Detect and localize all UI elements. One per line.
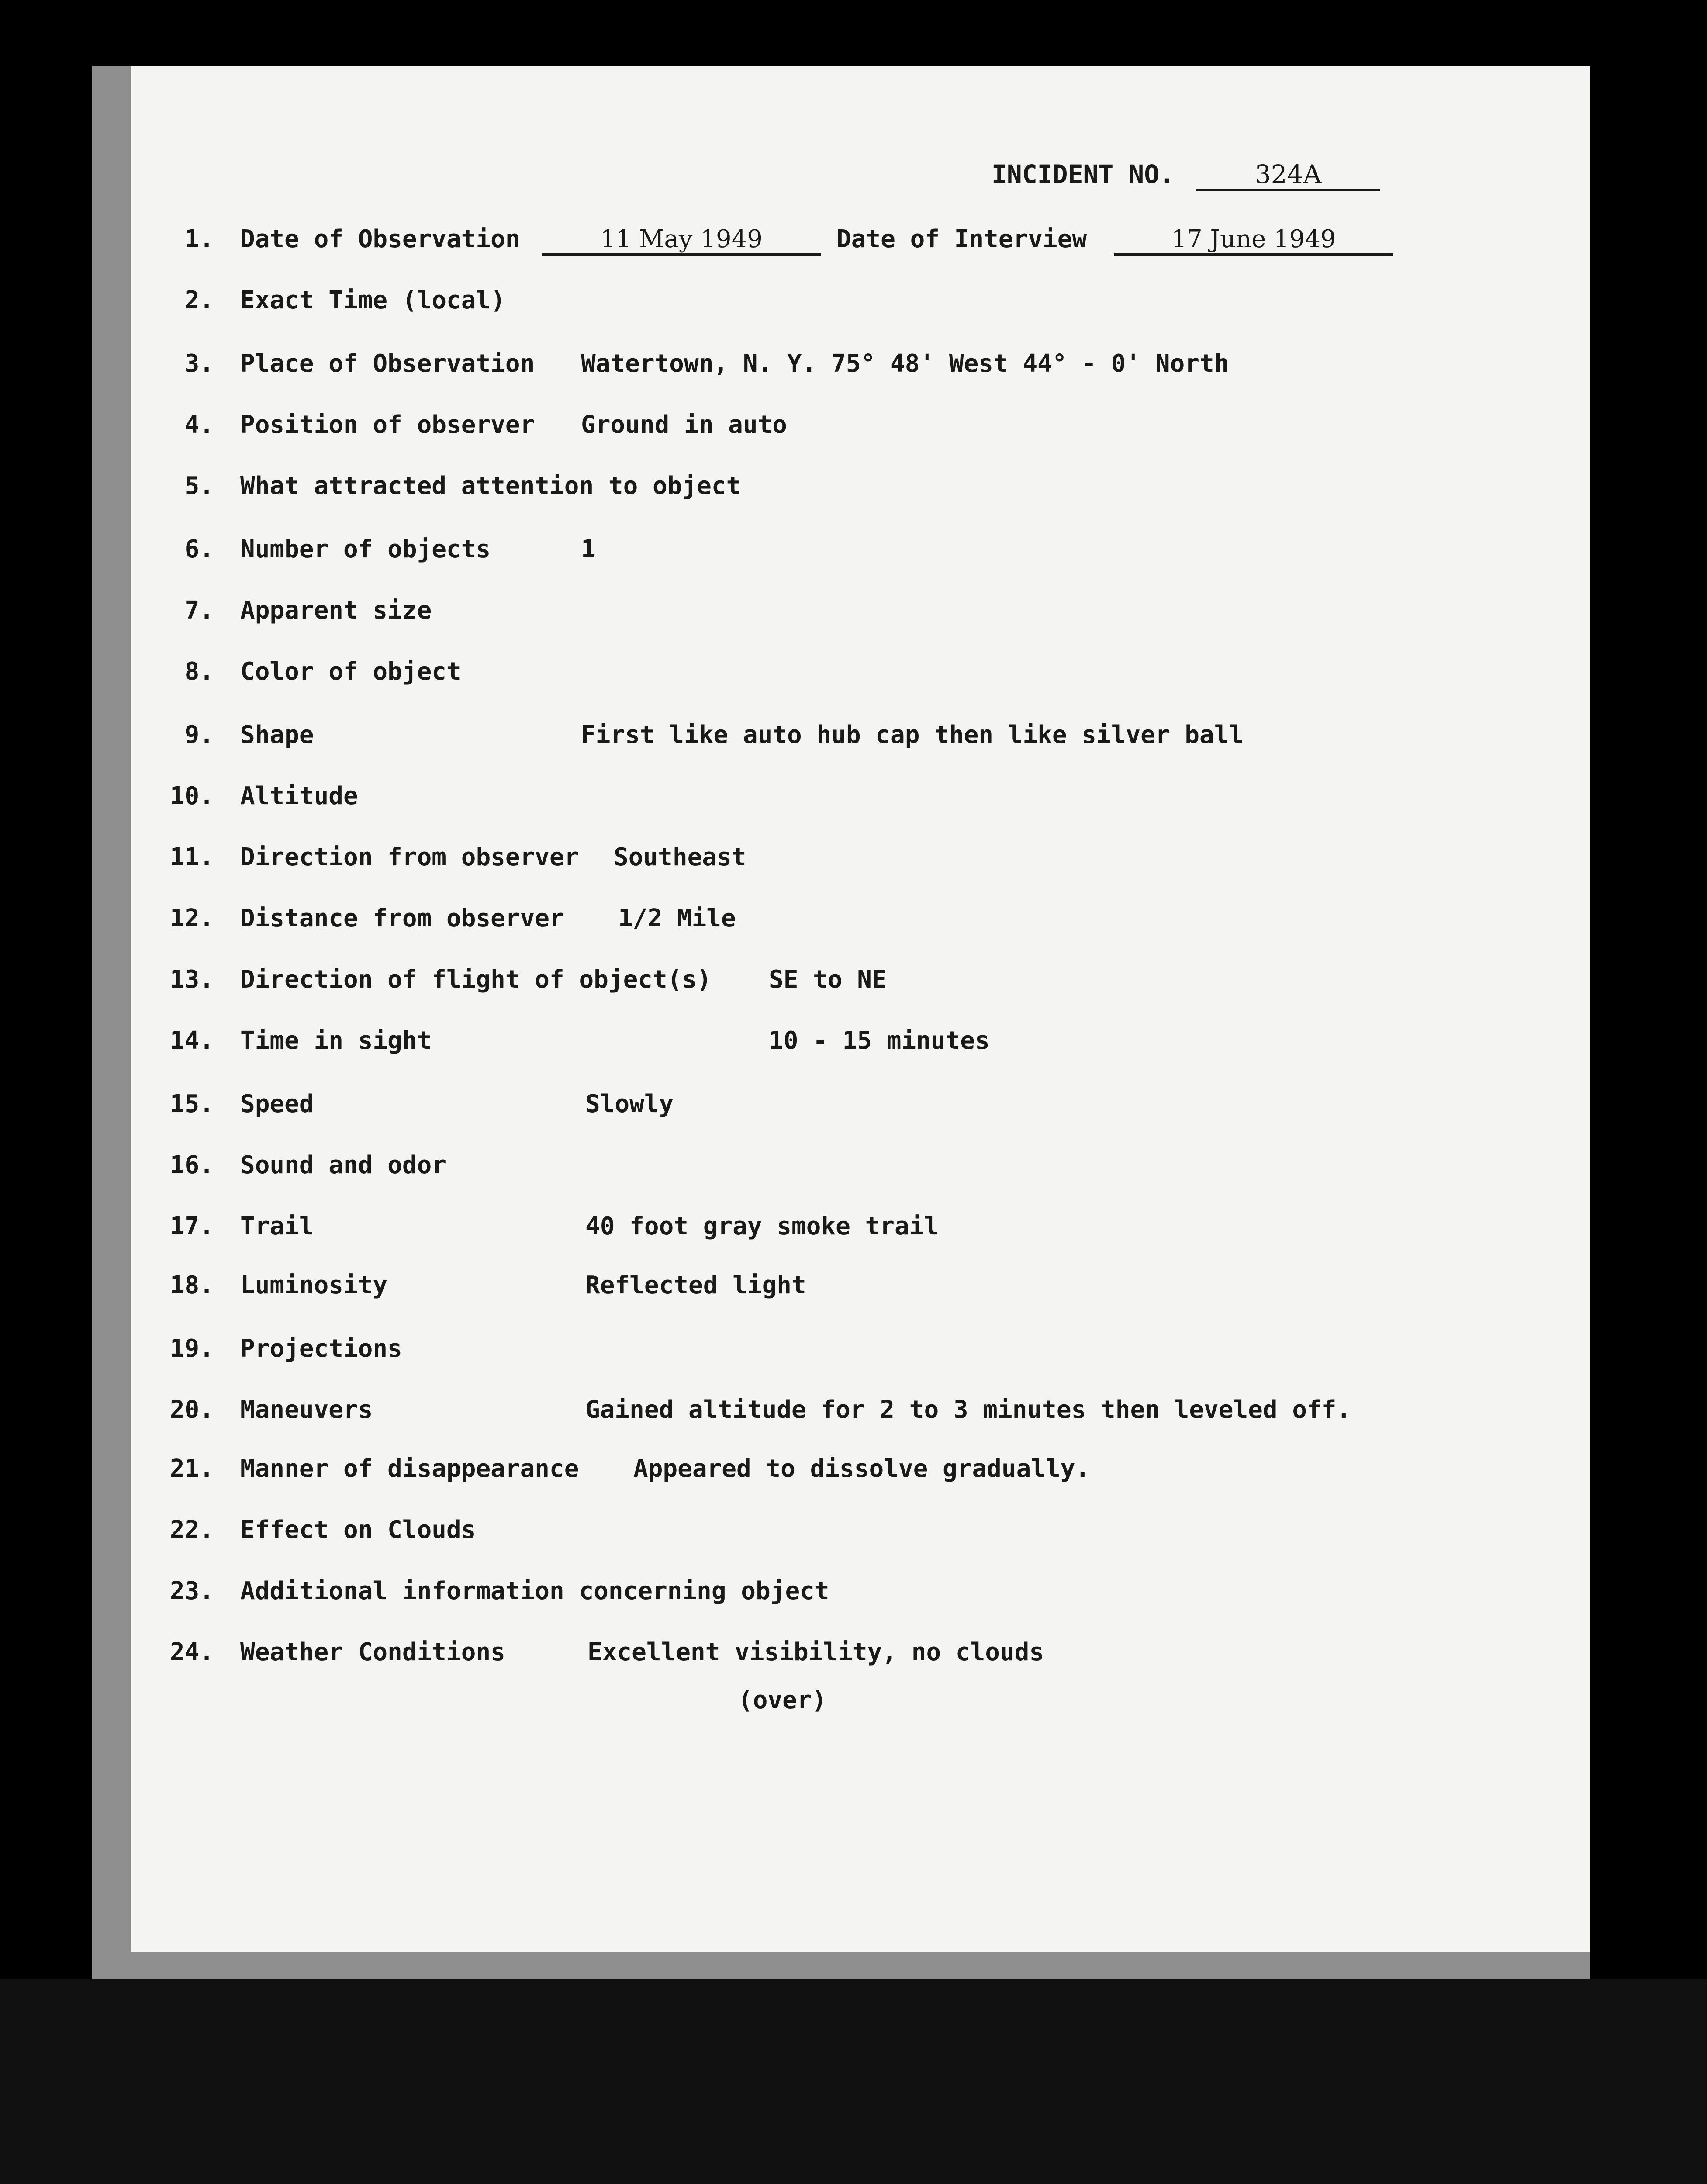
row-number: 1. (184, 225, 214, 253)
row-label: What attracted attention to object (240, 472, 741, 500)
row-number: 11. (169, 843, 214, 871)
row-number: 24. (169, 1638, 214, 1666)
row-label: Additional information concerning object (240, 1577, 829, 1605)
row-number: 9. (184, 721, 214, 749)
row-number: 16. (169, 1151, 214, 1179)
form-row (0, 1090, 1707, 1133)
interview-label: Date of Interview (836, 225, 1087, 253)
row-number: 12. (169, 904, 214, 933)
row-label: Trail (240, 1212, 314, 1241)
row-label: Place of Observation (240, 349, 535, 378)
row-number: 3. (184, 349, 214, 378)
row-number: 21. (169, 1455, 214, 1483)
row-number: 5. (184, 472, 214, 500)
row-value: SE to NE (769, 965, 887, 994)
observation-date: 11 May 1949 (542, 225, 821, 256)
row-label: Weather Conditions (240, 1638, 505, 1666)
row-value: 1 (581, 535, 596, 563)
row-number: 20. (169, 1396, 214, 1424)
form-row (0, 1212, 1707, 1256)
row-value: 40 foot gray smoke trail (585, 1212, 939, 1241)
row-number: 22. (169, 1516, 214, 1544)
form-row (0, 596, 1707, 640)
row-value: First like auto hub cap then like silver ball (581, 721, 1244, 749)
row-value: 10 - 15 minutes (769, 1026, 990, 1055)
form-row (0, 721, 1707, 764)
row-value: Appeared to dissolve gradually. (633, 1455, 1090, 1483)
row-label: Luminosity (240, 1271, 388, 1299)
row-number: 17. (169, 1212, 214, 1241)
row-number: 6. (184, 535, 214, 563)
row-label: Time in sight (240, 1026, 432, 1055)
row-label: Apparent size (240, 596, 432, 625)
row-value: Excellent visibility, no clouds (587, 1638, 1044, 1666)
row-number: 15. (169, 1090, 214, 1118)
form-row (0, 1638, 1707, 1682)
row-value: Slowly (585, 1090, 674, 1118)
row-value: Reflected light (585, 1271, 806, 1299)
form-row (0, 1396, 1707, 1439)
form-row (0, 1455, 1707, 1498)
row-label: Sound and odor (240, 1151, 447, 1179)
row-label: Manner of disappearance (240, 1455, 579, 1483)
incident-number (992, 159, 1380, 191)
form-row (0, 965, 1707, 1009)
incident-label: INCIDENT NO. (992, 159, 1175, 189)
form-row (0, 1271, 1707, 1315)
form-row (0, 1151, 1707, 1195)
row-label: Number of objects (240, 535, 491, 563)
form-row (0, 904, 1707, 948)
row-number: 4. (184, 411, 214, 439)
row-label: Position of observer (240, 411, 535, 439)
form-row (0, 411, 1707, 454)
form-row-1 (0, 225, 1707, 269)
form-row (0, 657, 1707, 701)
row-value: Gained altitude for 2 to 3 minutes then leveled off. (585, 1396, 1351, 1424)
row-number: 10. (169, 782, 214, 810)
row-value: Southeast (614, 843, 746, 871)
form-row (0, 1577, 1707, 1621)
form-row (0, 1026, 1707, 1070)
scan-border (0, 1979, 1707, 2184)
row-label: Projections (240, 1334, 402, 1363)
row-label: Speed (240, 1090, 314, 1118)
form-row (0, 472, 1707, 515)
interview-date: 17 June 1949 (1114, 225, 1393, 256)
form-row (0, 1334, 1707, 1378)
row-value: Watertown, N. Y. 75° 48' West 44° - 0' North (581, 349, 1229, 378)
row-label: Altitude (240, 782, 358, 810)
row-number: 18. (169, 1271, 214, 1299)
row-label: Direction from observer (240, 843, 579, 871)
row-number: 23. (169, 1577, 214, 1605)
row-label: Effect on Clouds (240, 1516, 476, 1544)
incident-value: 324A (1196, 159, 1380, 191)
form-row (0, 349, 1707, 393)
row-label: Color of object (240, 657, 461, 686)
row-label: Exact Time (local) (240, 286, 505, 314)
row-value: 1/2 Mile (618, 904, 736, 933)
row-value: Ground in auto (581, 411, 788, 439)
row-number: 8. (184, 657, 214, 686)
row-label: Shape (240, 721, 314, 749)
over-note: (over) (738, 1686, 827, 1714)
form-row (0, 535, 1707, 579)
row-number: 7. (184, 596, 214, 625)
row-label: Distance from observer (240, 904, 564, 933)
row-number: 19. (169, 1334, 214, 1363)
form-row (0, 782, 1707, 826)
row-number: 14. (169, 1026, 214, 1055)
form-row (0, 286, 1707, 330)
row-label: Direction of flight of object(s) (240, 965, 712, 994)
row-number: 13. (169, 965, 214, 994)
row-number: 2. (184, 286, 214, 314)
row-label: Maneuvers (240, 1396, 373, 1424)
row-label: Date of Observation (240, 225, 520, 253)
form-row (0, 843, 1707, 887)
form-row (0, 1516, 1707, 1559)
